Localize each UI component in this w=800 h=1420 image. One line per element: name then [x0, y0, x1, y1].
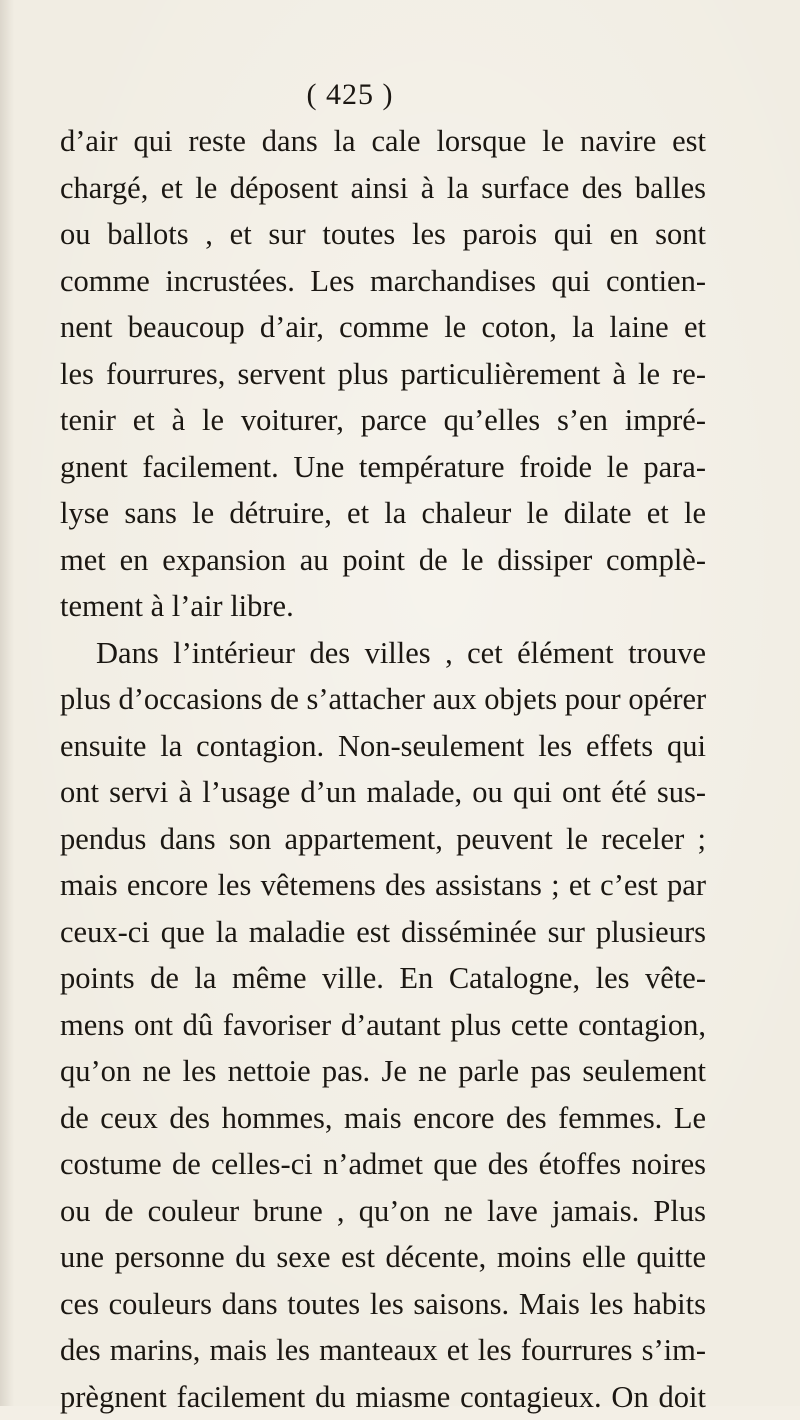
- page-number: ( 425 ): [0, 78, 700, 112]
- text-line: des marins, mais les manteaux et les fourrures s’im-: [60, 1327, 706, 1374]
- text-line: ceux-ci que la maladie est disséminée sur plusieurs: [60, 909, 706, 956]
- text-line: gnent facilement. Une température froide le para-: [60, 444, 706, 491]
- text-line: ensuite la contagion. Non-seulement les effets qui: [60, 723, 706, 770]
- text-line: une personne du sexe est décente, moins elle quitte: [60, 1234, 706, 1281]
- text-line: prègnent facilement du miasme contagieux. On doit: [60, 1374, 706, 1420]
- text-line: ces couleurs dans toutes les saisons. Mais les habits: [60, 1281, 706, 1328]
- text-line: plus d’occasions de s’attacher aux objets pour opérer: [60, 676, 706, 723]
- gutter-shadow: [0, 0, 14, 1406]
- text-line: mais encore les vêtemens des assistans ; et c’est par: [60, 862, 706, 909]
- text-line: chargé, et le déposent ainsi à la surface des balles: [60, 165, 706, 212]
- text-line: ont servi à l’usage d’un malade, ou qui ont été sus-: [60, 769, 706, 816]
- text-line: nent beaucoup d’air, comme le coton, la laine et: [60, 304, 706, 351]
- text-line: d’air qui reste dans la cale lorsque le navire est: [60, 118, 706, 165]
- text-line: les fourrures, servent plus particulièrement à le re-: [60, 351, 706, 398]
- text-line: points de la même ville. En Catalogne, les vête-: [60, 955, 706, 1002]
- text-line: ou ballots , et sur toutes les parois qui en sont: [60, 211, 706, 258]
- text-line: lyse sans le détruire, et la chaleur le dilate et le: [60, 490, 706, 537]
- body-text: [60, 118, 706, 1420]
- paragraph-end-line: tement à l’air libre.: [60, 583, 706, 630]
- text-line: pendus dans son appartement, peuvent le receler ;: [60, 816, 706, 863]
- text-line: tenir et à le voiturer, parce qu’elles s’en impré-: [60, 397, 706, 444]
- text-line: ou de couleur brune , qu’on ne lave jamais. Plus: [60, 1188, 706, 1235]
- paragraph-start-line: Dans l’intérieur des villes , cet élément trouve: [60, 630, 706, 677]
- text-line: mens ont dû favoriser d’autant plus cette contagion,: [60, 1002, 706, 1049]
- text-line: qu’on ne les nettoie pas. Je ne parle pas seulement: [60, 1048, 706, 1095]
- text-line: comme incrustées. Les marchandises qui contien-: [60, 258, 706, 305]
- text-line: costume de celles-ci n’admet que des étoffes noires: [60, 1141, 706, 1188]
- text-line: de ceux des hommes, mais encore des femmes. Le: [60, 1095, 706, 1142]
- text-line: met en expansion au point de le dissiper complè-: [60, 537, 706, 584]
